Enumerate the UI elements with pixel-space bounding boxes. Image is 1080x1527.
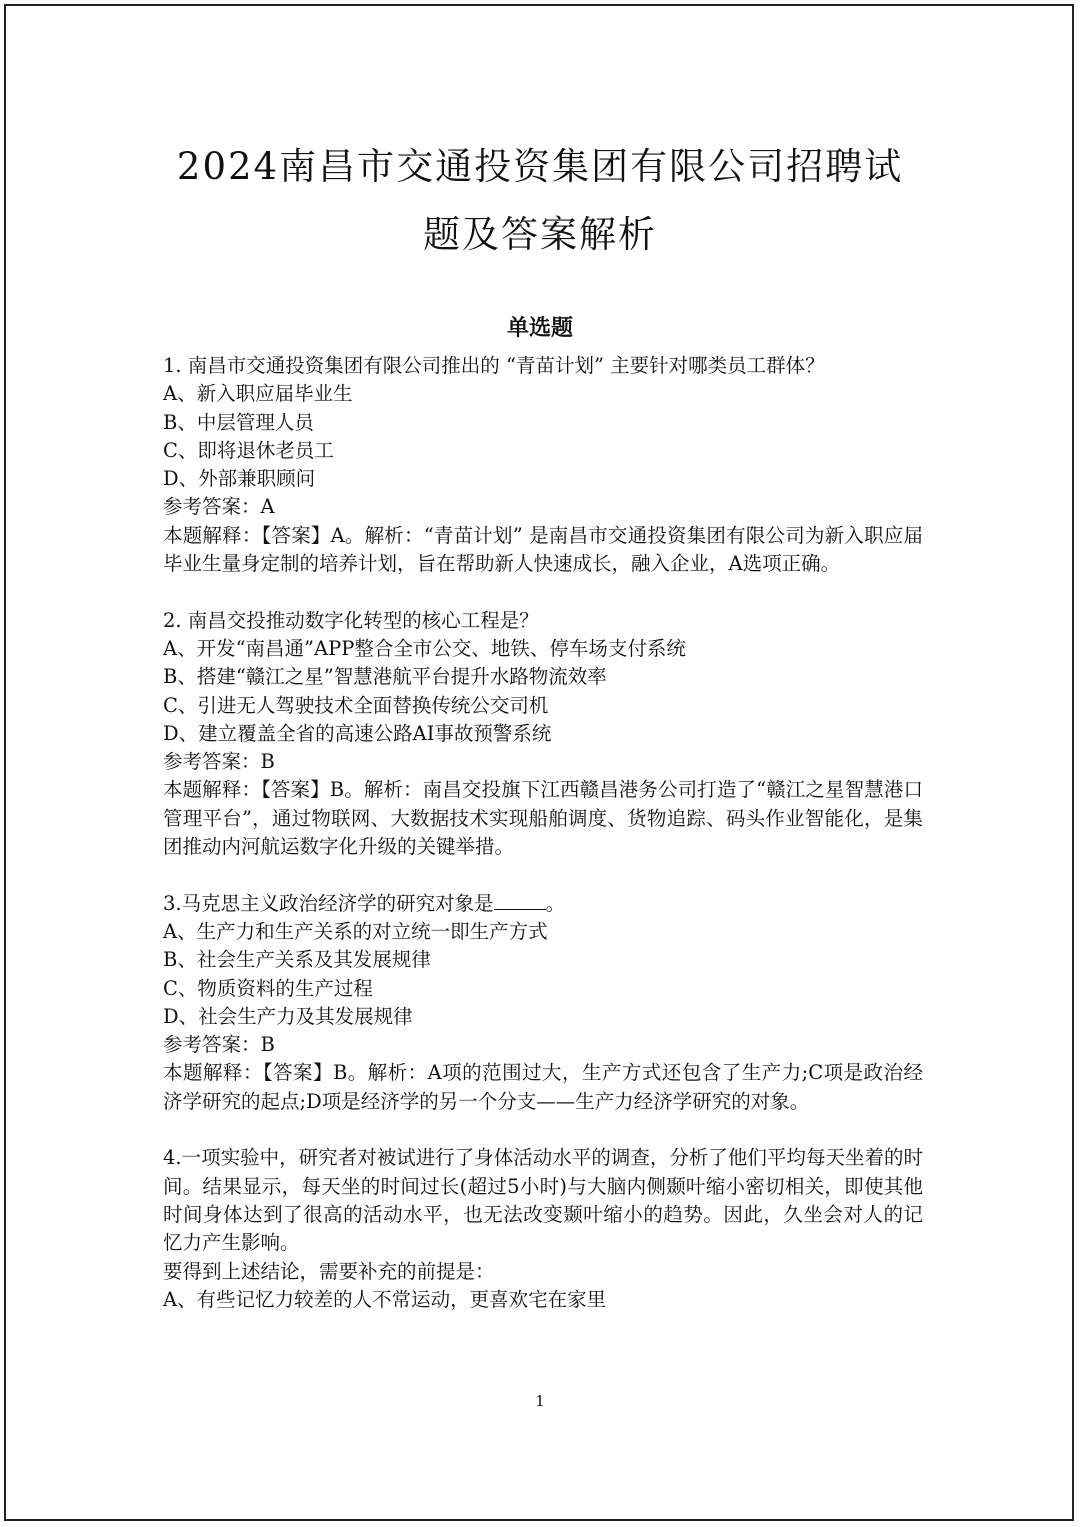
reference-answer: 参考答案：A: [163, 495, 275, 519]
option-a: A、新入职应届毕业生: [163, 382, 353, 406]
fill-in-blank: [494, 891, 546, 910]
question-stem: 2. 南昌交投推动数字化转型的核心工程是？: [163, 608, 539, 632]
page-number: 1: [535, 1392, 545, 1410]
question-4: [163, 1144, 923, 1314]
question-stem-end: 。: [545, 891, 566, 915]
option-b: B、社会生产关系及其发展规律: [163, 948, 431, 972]
question-stem: 1. 南昌市交通投资集团有限公司推出的 “青苗计划” 主要针对哪类员工群体？: [163, 354, 825, 377]
option-b: B、搭建“赣江之星”智慧港航平台提升水路物流效率: [163, 665, 607, 689]
document-title-line-1: 2024南昌市交通投资集团有限公司招聘试: [176, 145, 904, 188]
option-d: D、建立覆盖全省的高速公路AI事故预警系统: [163, 721, 552, 745]
question-1: [163, 352, 923, 578]
option-b: B、中层管理人员: [163, 410, 314, 434]
question-stem: 4.一项实验中，研究者对被试进行了身体活动水平的调查，分析了他们平均每天坐着的时间。结果显示，每天坐的时间过长(超过5小时)与大脑内侧颞叶缩小密切相关，即使其他时间身体达到了很高的活动水平，也无法改变颞叶缩小的趋势。因此，久坐会对人的记忆力产生影响。: [163, 1146, 923, 1255]
spacer: [163, 1116, 923, 1144]
reference-answer: 参考答案：B: [163, 1033, 275, 1057]
question-2: [163, 607, 923, 862]
option-a: A、开发“南昌通”APP整合全市公交、地铁、停车场支付系统: [163, 636, 686, 660]
answer-explanation: 本题解释：【答案】A。解析：“青苗计划” 是南昌市交通投资集团有限公司为新入职应届毕业生量身定制的培养计划，旨在帮助新人快速成长，融入企业，A选项正确。: [163, 523, 923, 576]
answer-explanation: 本题解释：【答案】B。解析：A项的范围过大，生产方式还包含了生产力;C项是政治经济学研究的起点;D项是经济学的另一个分支——生产力经济学研究的对象。: [163, 1061, 923, 1113]
question-stem-text: 3.马克思主义政治经济学的研究对象是: [163, 891, 494, 915]
spacer: [163, 861, 923, 889]
option-d: D、外部兼职顾问: [163, 467, 316, 491]
document-title-line-2: 题及答案解析: [423, 213, 657, 256]
question-list: [163, 352, 923, 1314]
answer-explanation: 本题解释：【答案】B。解析：南昌交投旗下江西赣昌港务公司打造了“赣江之星智慧港口管理平台”，通过物联网、大数据技术实现船舶调度、货物追踪、码头作业智能化，是集团推动内河航运数字化升级的关键举措。: [163, 778, 923, 859]
question-3: [163, 890, 923, 1116]
spacer: [163, 578, 923, 606]
option-c: C、物质资料的生产过程: [163, 976, 373, 1000]
option-a: A、生产力和生产关系的对立统一即生产方式: [163, 919, 548, 943]
option-a: A、有些记忆力较差的人不常运动，更喜欢宅在家里: [163, 1287, 607, 1311]
section-heading: 单选题: [506, 316, 573, 341]
question-prompt: 要得到上述结论，需要补充的前提是：: [163, 1259, 495, 1283]
option-c: C、引进无人驾驶技术全面替换传统公交司机: [163, 693, 549, 717]
reference-answer: 参考答案：B: [163, 750, 275, 774]
option-c: C、即将退休老员工: [163, 438, 334, 462]
question-stem: [163, 890, 923, 918]
option-d: D、社会生产力及其发展规律: [163, 1004, 413, 1028]
